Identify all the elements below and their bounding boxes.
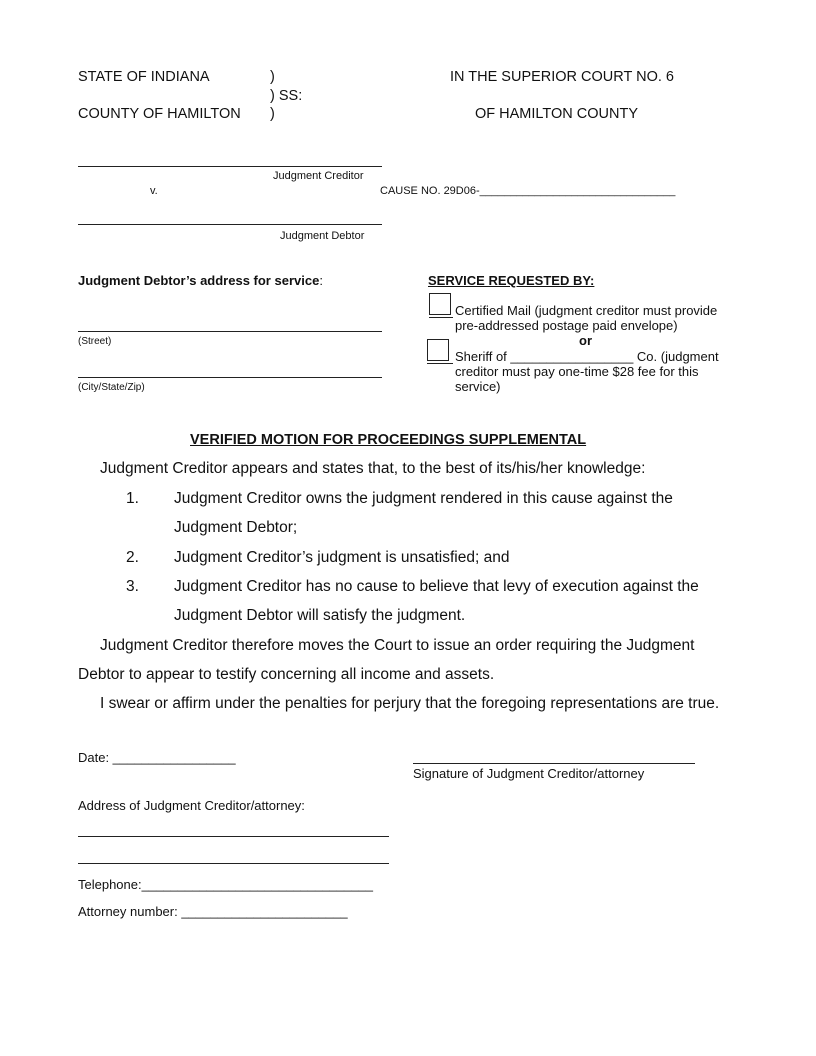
court-county: OF HAMILTON COUNTY (475, 106, 638, 122)
certified-mail-checkbox-underline (429, 317, 453, 318)
court-name: IN THE SUPERIOR COURT NO. 6 (450, 69, 674, 85)
therefore-paragraph-line1: Judgment Creditor therefore moves the Court to issue an order requiring the Judgment (100, 637, 695, 654)
affirmation-statement: I swear or affirm under the penalties for perjury that the foregoing representations are true. (100, 695, 720, 712)
judgment-creditor-label: Judgment Creditor (273, 170, 364, 182)
item-1-number: 1. (126, 490, 139, 507)
county-label: COUNTY OF HAMILTON (78, 106, 241, 122)
signature-line[interactable] (413, 763, 695, 764)
item-2-number: 2. (126, 549, 139, 566)
city-state-zip-line[interactable] (78, 377, 382, 378)
service-requested-heading: SERVICE REQUESTED BY: (428, 273, 595, 288)
certified-mail-checkbox[interactable] (429, 293, 451, 315)
item-1-text-cont: Judgment Debtor; (174, 519, 298, 536)
caption-paren-bottom: ) (270, 106, 275, 122)
state-label: STATE OF INDIANA (78, 69, 210, 85)
attorney-number-field[interactable]: Attorney number: _______________________ (78, 904, 348, 919)
therefore-paragraph-line2: Debtor to appear to testify concerning all income and assets. (78, 666, 495, 683)
certified-mail-option-line1: Certified Mail (judgment creditor must provide (455, 303, 718, 318)
attorney-address-line-1[interactable] (78, 836, 389, 837)
cause-number-field[interactable]: CAUSE NO. 29D06-________________________________ (380, 185, 676, 197)
caption-paren-top: ) (270, 69, 275, 85)
street-line[interactable] (78, 331, 382, 332)
item-3-text-cont: Judgment Debtor will satisfy the judgment. (174, 607, 466, 624)
date-field[interactable]: Date: _________________ (78, 750, 236, 765)
judgment-debtor-label: Judgment Debtor (280, 230, 365, 242)
item-1-text: Judgment Creditor owns the judgment rendered in this cause against the (174, 490, 673, 507)
street-label: (Street) (78, 336, 112, 347)
debtor-name-line[interactable] (78, 224, 382, 225)
versus-label: v. (150, 185, 158, 197)
service-address-heading (78, 273, 323, 288)
certified-mail-option-line2: pre-addressed postage paid envelope) (455, 318, 678, 333)
sheriff-option-line3: service) (455, 379, 501, 394)
sheriff-checkbox[interactable] (427, 339, 449, 361)
signature-label: Signature of Judgment Creditor/attorney (413, 766, 645, 781)
caption-ss: ) SS: (270, 88, 303, 104)
creditor-name-line[interactable] (78, 166, 382, 167)
city-state-zip-label: (City/State/Zip) (78, 382, 145, 393)
item-3-text: Judgment Creditor has no cause to believe that levy of execution against the (174, 578, 699, 595)
item-3-number: 3. (126, 578, 139, 595)
attorney-address-label: Address of Judgment Creditor/attorney: (78, 798, 305, 813)
attorney-address-line-2[interactable] (78, 863, 389, 864)
or-separator: or (579, 333, 592, 348)
sheriff-checkbox-underline (427, 363, 453, 364)
motion-intro: Judgment Creditor appears and states that, to the best of its/his/her knowledge: (100, 460, 646, 477)
service-address-colon: : (319, 273, 323, 288)
item-2-text: Judgment Creditor’s judgment is unsatisfied; and (174, 549, 510, 566)
motion-title: VERIFIED MOTION FOR PROCEEDINGS SUPPLEMENTAL (190, 432, 587, 448)
telephone-field[interactable]: Telephone:________________________________ (78, 877, 373, 892)
service-address-heading-text: Judgment Debtor’s address for service (78, 273, 320, 288)
sheriff-option-line1[interactable]: Sheriff of _________________ Co. (judgment (455, 349, 719, 364)
sheriff-option-line2: creditor must pay one-time $28 fee for this (455, 364, 699, 379)
